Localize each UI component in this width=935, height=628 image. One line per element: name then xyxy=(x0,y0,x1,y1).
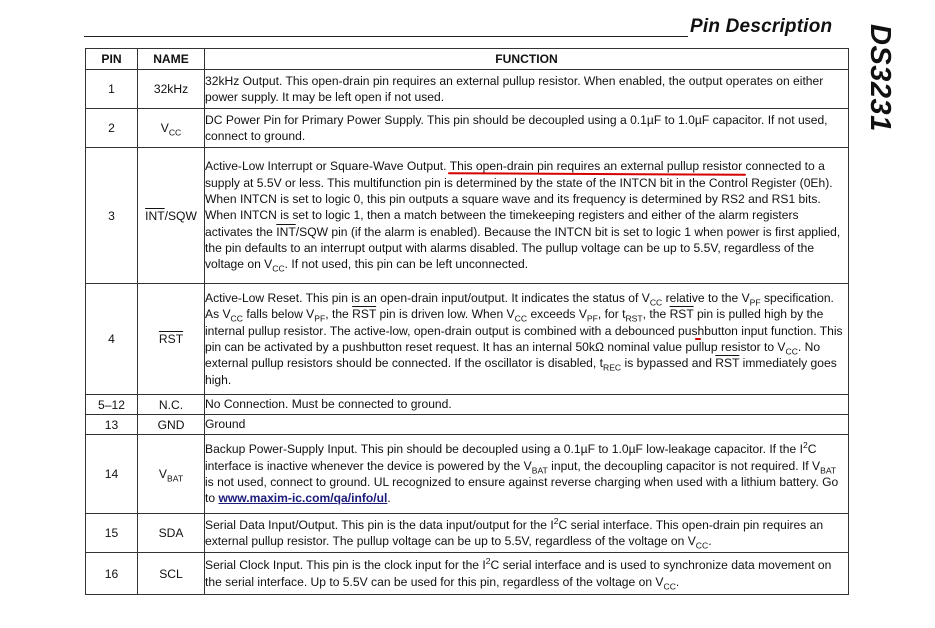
text-overbar: $\overline{RST}$ xyxy=(352,307,377,322)
red-underline-annotation: This open-drain pin requires an external pullup resistor xyxy=(449,159,743,174)
text-subscript: REC xyxy=(602,362,622,373)
pin-function xyxy=(205,514,849,553)
text-segment: , the xyxy=(325,307,349,322)
text-segment: Serial Data Input/Output. This pin is the data input/output for the I xyxy=(205,517,554,532)
pin-function xyxy=(205,553,849,595)
text-segment: specification. As V xyxy=(205,291,834,322)
table-row xyxy=(86,415,849,435)
pin-name-main: V xyxy=(158,467,167,481)
red-underline-annotation: pin is pulled high by the internal pullup resistor xyxy=(205,307,824,338)
pin-name: SCL xyxy=(138,553,205,595)
table-row xyxy=(86,395,849,415)
table-row xyxy=(86,514,849,553)
pin-function: DC Power Pin for Primary Power Supply. This pin should be decoupled using a 0.1µF to 1.0µF capacitor. If not used, connect to ground. xyxy=(205,109,849,148)
text-segment: Active-Low Interrupt or Square-Wave Output. xyxy=(205,159,447,174)
table-row xyxy=(86,435,849,514)
ul-info-link[interactable]: www.maxim-ic.com/qa/info/ul xyxy=(218,491,388,506)
pin-number: 16 xyxy=(86,553,138,595)
text-segment: , the xyxy=(642,307,667,322)
text-overbar: $\overline{INT}$ xyxy=(276,224,296,239)
table-row xyxy=(86,70,849,109)
table-row xyxy=(86,553,849,595)
table-row xyxy=(86,148,849,284)
pin-number: 4 xyxy=(86,284,138,395)
text-subscript: CC xyxy=(785,346,798,357)
text-segment: Serial Clock Input. This pin is the clock input for the I xyxy=(205,558,486,573)
pin-name-overbar: $\overline{INT}$ xyxy=(145,208,165,223)
pin-number: 13 xyxy=(86,415,138,435)
table-row xyxy=(86,284,849,395)
pin-name: SDA xyxy=(138,514,205,553)
text-subscript: CC xyxy=(649,297,663,308)
pin-name xyxy=(138,284,205,395)
text-superscript: 2 xyxy=(802,440,808,451)
text-segment: Backup Power-Supply Input. This pin should be decoupled using a 0.1µF to 1.0µF low-leakage capacitor. If the I xyxy=(205,442,803,457)
text-segment: input, the decoupling capacitor is not required. If V xyxy=(551,458,821,473)
pin-function: No Connection. Must be connected to ground. xyxy=(205,395,849,415)
text-segment: immediately goes high. xyxy=(205,356,837,387)
pin-name-rest: /SQW xyxy=(164,208,197,223)
pin-name: 32kHz xyxy=(138,70,205,109)
pin-name: N.C. xyxy=(138,395,205,415)
text-subscript: CC xyxy=(663,580,676,591)
text-segment: C serial interface and is used to synchronize data movement on the serial interface. Up to 5.5V can be used for this pin, regardless of the voltage on V xyxy=(205,558,832,589)
pin-number: 2 xyxy=(86,109,138,148)
text-overbar: $\overline{RST}$ xyxy=(669,307,694,322)
text-segment: . The active-low, open-drain output is combined with a debounced pushbutton input function. This pin can be activated by a pushbutton reset request. It has an internal 50kΩ nominal value pullup resistor to V xyxy=(205,323,843,354)
text-segment: . xyxy=(675,574,680,589)
text-superscript: 2 xyxy=(485,556,491,567)
text-segment: Active-Low Reset. This pin is an open-drain input/output. It indicates the status of V xyxy=(205,291,650,306)
text-segment: C serial interface. This open-drain pin requires an external pullup resistor. The pullup voltage can be up to 5.5V, regardless of the voltage on V xyxy=(205,517,824,548)
pin-description-table xyxy=(85,48,849,595)
text-segment: C interface is inactive whenever the device is powered by the V xyxy=(205,442,817,473)
pin-name xyxy=(138,148,205,284)
pin-number: 14 xyxy=(86,435,138,514)
text-segment: is not used, connect to ground. UL recognized to ensure against reverse charging when used with a lithium battery. Go to xyxy=(205,475,839,506)
text-segment: . xyxy=(387,491,391,506)
column-header-name: NAME xyxy=(138,49,205,70)
pin-number: 15 xyxy=(86,514,138,553)
text-subscript: PF xyxy=(586,313,598,324)
text-segment: . If not used, this pin can be left unconnected. xyxy=(284,257,529,272)
text-subscript: CC xyxy=(695,540,709,551)
text-segment: relative to the V xyxy=(665,291,750,306)
text-segment: . xyxy=(708,534,712,548)
text-segment: pin is driven low. When V xyxy=(379,307,515,322)
pin-function: 32kHz Output. This open-drain pin requires an external pullup resistor. When enabled, the output operates on either power supply. It may be left open if not used. xyxy=(205,70,849,109)
text-subscript: CC xyxy=(272,263,285,274)
text-overbar: $\overline{RST}$ xyxy=(715,356,740,371)
pin-name-main: V xyxy=(160,121,169,135)
text-segment: exceeds V xyxy=(530,307,587,322)
text-subscript: CC xyxy=(514,313,528,324)
text-subscript: PF xyxy=(749,297,761,308)
table-row xyxy=(86,109,849,148)
text-subscript: BAT xyxy=(531,465,548,476)
pin-name-subscript: BAT xyxy=(167,473,184,484)
text-segment: , for t xyxy=(597,307,626,322)
text-segment: is bypassed and xyxy=(624,356,712,371)
pin-function: Ground xyxy=(205,415,849,435)
pin-number: 3 xyxy=(86,148,138,284)
pin-name-overbar: $\overline{RST}$ xyxy=(158,332,184,346)
text-superscript: 2 xyxy=(553,515,559,526)
section-title: Pin Description xyxy=(690,16,833,37)
text-segment: . No external pullup resistors should be connected. If the oscillator is disabled, t xyxy=(205,340,821,371)
pin-function xyxy=(205,435,849,514)
pin-name-subscript: CC xyxy=(168,127,182,138)
header-rule xyxy=(84,36,688,37)
pin-number: 5–12 xyxy=(86,395,138,415)
pin-function xyxy=(205,284,849,395)
pin-function xyxy=(205,148,849,284)
text-subscript: RST xyxy=(625,313,643,324)
text-segment: connected to a supply at 5.5V or less. This multifunction pin is determined by the state of the INTCN bit in the Control Register (0Eh). When INTCN is set to logic 0, this pin outputs a square wave and its frequency is determined by RS2 and RS1 bits. When INTCN is set to logic 1, then a match between the timekeeping registers and either of the alarm registers activates the xyxy=(205,159,833,239)
column-header-function: FUNCTION xyxy=(205,49,849,70)
pin-name xyxy=(138,435,205,514)
text-subscript: PF xyxy=(314,313,326,324)
part-number-label: DS3231 xyxy=(864,24,896,132)
text-segment: /SQW pin (if the alarm is enabled). Because the INTCN bit is set to logic 1 when power is first applied, the pin defaults to an interrupt output with alarms disabled. The pullup voltage can be up to 5.5V, regardless of the voltage on V xyxy=(205,224,841,272)
pin-name xyxy=(138,109,205,148)
text-subscript: CC xyxy=(230,313,243,324)
table-header-row xyxy=(86,49,849,70)
pin-name: GND xyxy=(138,415,205,435)
column-header-pin: PIN xyxy=(86,49,138,70)
text-subscript: BAT xyxy=(820,465,837,476)
text-segment: falls below V xyxy=(246,307,315,322)
pin-number: 1 xyxy=(86,70,138,109)
